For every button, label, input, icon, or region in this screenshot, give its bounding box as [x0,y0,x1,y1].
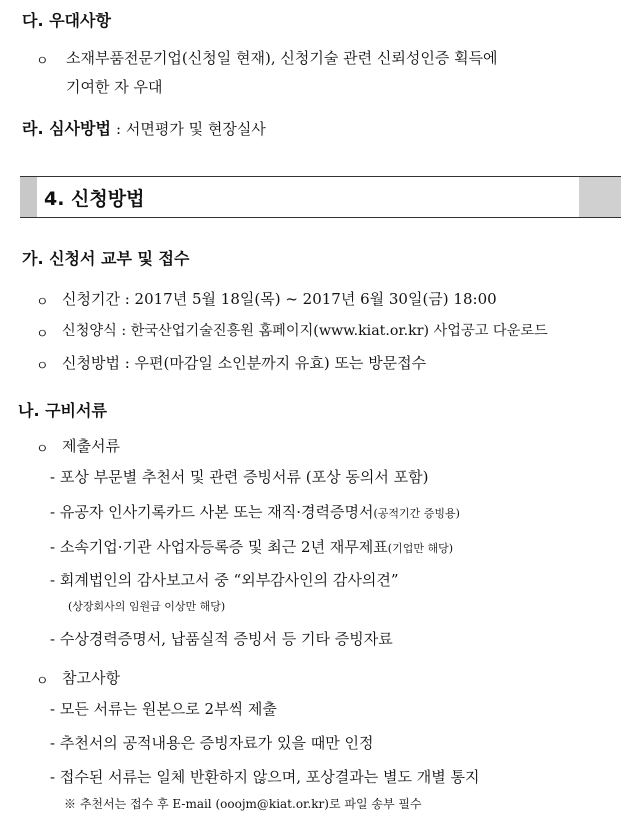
list-item: - 접수된 서류는 일체 반환하지 않으며, 포상결과는 별도 개별 통지 [50,768,480,786]
list-item-text: - 유공자 인사기록카드 사본 또는 재직·경력증명서 [50,503,374,521]
reference-title: 참고사항 [62,669,120,687]
list-item: - 모든 서류는 원본으로 2부씩 제출 [50,700,277,718]
section-4-bar [20,176,621,218]
section-na-heading: 나. 구비서류 [18,401,107,420]
list-item: - 추천서의 공적내용은 증빙자료가 있을 때만 인정 [50,734,374,752]
section-da-line2: 기여한 자 우대 [66,78,163,96]
reference-note: ※ 추천서는 접수 후 E-mail (ooojm@kiat.or.kr)로 파일 송부 필수 [64,797,422,811]
bar-accent-right [579,177,621,217]
list-item: 신청기간 : 2017년 5월 18일(목) ~ 2017년 6월 30일(금) 18:00 [62,290,497,308]
list-item [50,536,453,557]
bar-accent-left [20,177,37,217]
bullet-icon: ㅇ [36,54,49,69]
section-da-heading: 다. 우대사항 [22,11,111,30]
list-item-text: - 소속기업·기관 사업자등록증 및 최근 2년 재무제표 [50,538,388,556]
list-item [50,501,460,522]
section-ra-heading: 라. 심사방법 [22,119,111,138]
list-item [50,466,428,487]
list-item-text: - 회계법인의 감사보고서 중 “외부감사인의 감사의견” [50,571,399,589]
section-ra [22,116,266,139]
bullet-icon: ㅇ [36,359,49,374]
list-item: 신청양식 : 한국산업기술진흥원 홈페이지(www.kiat.or.kr) 사업공고 다운로드 [62,323,548,339]
section-da-line1: 소재부품전문기업(신청일 현재), 신청기술 관련 신뢰성인증 획득에 [66,49,498,67]
list-item-note: (공적기간 증빙용) [373,507,460,520]
list-item-text: - 포상 부문별 추천서 및 관련 증빙서류 (포상 동의서 포함) [50,468,429,486]
section-ra-text: : 서면평가 및 현장실사 [116,120,266,138]
bullet-icon: ㅇ [36,327,49,342]
bullet-icon: ㅇ [36,295,49,310]
list-item-text: - 수상경력증명서, 납품실적 증빙서 등 기타 증빙자료 [50,630,393,648]
list-item [50,628,393,649]
section-ga-heading: 가. 신청서 교부 및 접수 [22,249,190,268]
list-item [50,569,399,590]
list-item-note: (기업만 해당) [387,542,454,555]
list-item-note: (상장회사의 임원급 이상만 해당) [68,600,226,613]
section-4-title: 4. 신청방법 [44,188,145,210]
bullet-icon: ㅇ [36,674,49,689]
bullet-icon: ㅇ [36,442,49,457]
submit-title: 제출서류 [62,437,120,455]
list-item: 신청방법 : 우편(마감일 소인분까지 유효) 또는 방문접수 [62,354,427,372]
